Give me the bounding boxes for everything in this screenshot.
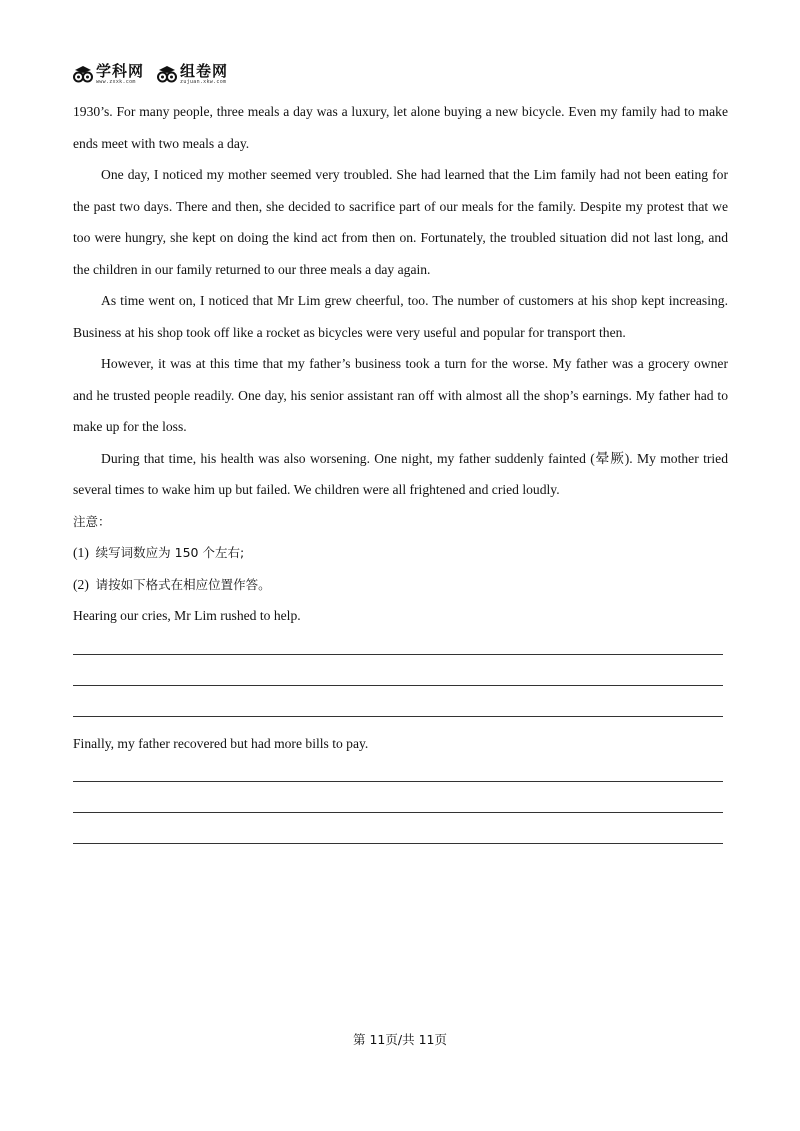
header-logos bbox=[72, 60, 240, 88]
note-number: (1) bbox=[73, 545, 89, 560]
owl-icon bbox=[156, 64, 178, 84]
note-text: 请按如下格式在相应位置作答。 bbox=[95, 576, 271, 592]
answer-line[interactable] bbox=[73, 843, 723, 844]
document-body bbox=[73, 96, 728, 855]
paragraph-4: However, it was at this time that my father’s business took a turn for the worse. My father was a grocery owner and he trusted people readily. One day, his senior assistant ran off with almost all the shop’s earnings. My father had to make up for the loss. bbox=[73, 356, 728, 434]
logo-title: 学科网 bbox=[96, 62, 145, 80]
answer-line[interactable] bbox=[73, 781, 723, 782]
page-number: 第 11页/共 11页 bbox=[353, 1032, 447, 1047]
continuation-prompt-1: Hearing our cries, Mr Lim rushed to help. bbox=[73, 608, 301, 623]
continuation-prompt-2: Finally, my father recovered but had more bills to pay. bbox=[73, 735, 369, 751]
zxxk-logo bbox=[72, 63, 144, 85]
note-item bbox=[73, 537, 728, 569]
paragraph-1: 1930’s. For many people, three meals a day was a luxury, let alone buying a new bicycle. Even my family had to make ends meet with two meals a day. bbox=[73, 104, 728, 151]
paragraph-3: As time went on, I noticed that Mr Lim grew cheerful, too. The number of customers at his shop kept increasing. Business at his shop took off like a rocket as bicycles were very useful and popular for transport then. bbox=[73, 293, 728, 340]
note-number: (2) bbox=[73, 576, 89, 592]
answer-line[interactable] bbox=[73, 812, 723, 813]
page-footer bbox=[0, 1030, 800, 1048]
answer-area-2[interactable] bbox=[73, 759, 728, 855]
logo-subtitle: zujuan.xkw.com bbox=[180, 79, 227, 85]
zujuan-logo bbox=[156, 63, 228, 85]
logo-subtitle: www.zxxk.com bbox=[96, 79, 136, 85]
note-title: 注意： bbox=[73, 513, 111, 529]
answer-line[interactable] bbox=[73, 716, 723, 717]
answer-area-1[interactable] bbox=[73, 632, 728, 728]
note-text: 续写词数应为 150 个左右; bbox=[95, 545, 245, 560]
answer-line[interactable] bbox=[73, 654, 723, 655]
note-item bbox=[73, 569, 728, 601]
logo-title: 组卷网 bbox=[180, 62, 229, 80]
paragraph-2: One day, I noticed my mother seemed very troubled. She had learned that the Lim family had not been eating for the past two days. There and then, she decided to sacrifice part of our meals for the family. Despite my protest that we too were hungry, she kept on doing the kind act from then on. Fortunately, the troubled situation did not last long, and the children in our family returned to our three meals a day again. bbox=[73, 167, 728, 277]
owl-icon bbox=[72, 64, 94, 84]
answer-line[interactable] bbox=[73, 685, 723, 686]
paragraph-5: During that time, his health was also worsening. One night, my father suddenly fainted (晕厥). My mother tried several times to wake him up but failed. We children were all frightened and cried loudly. bbox=[73, 450, 728, 497]
